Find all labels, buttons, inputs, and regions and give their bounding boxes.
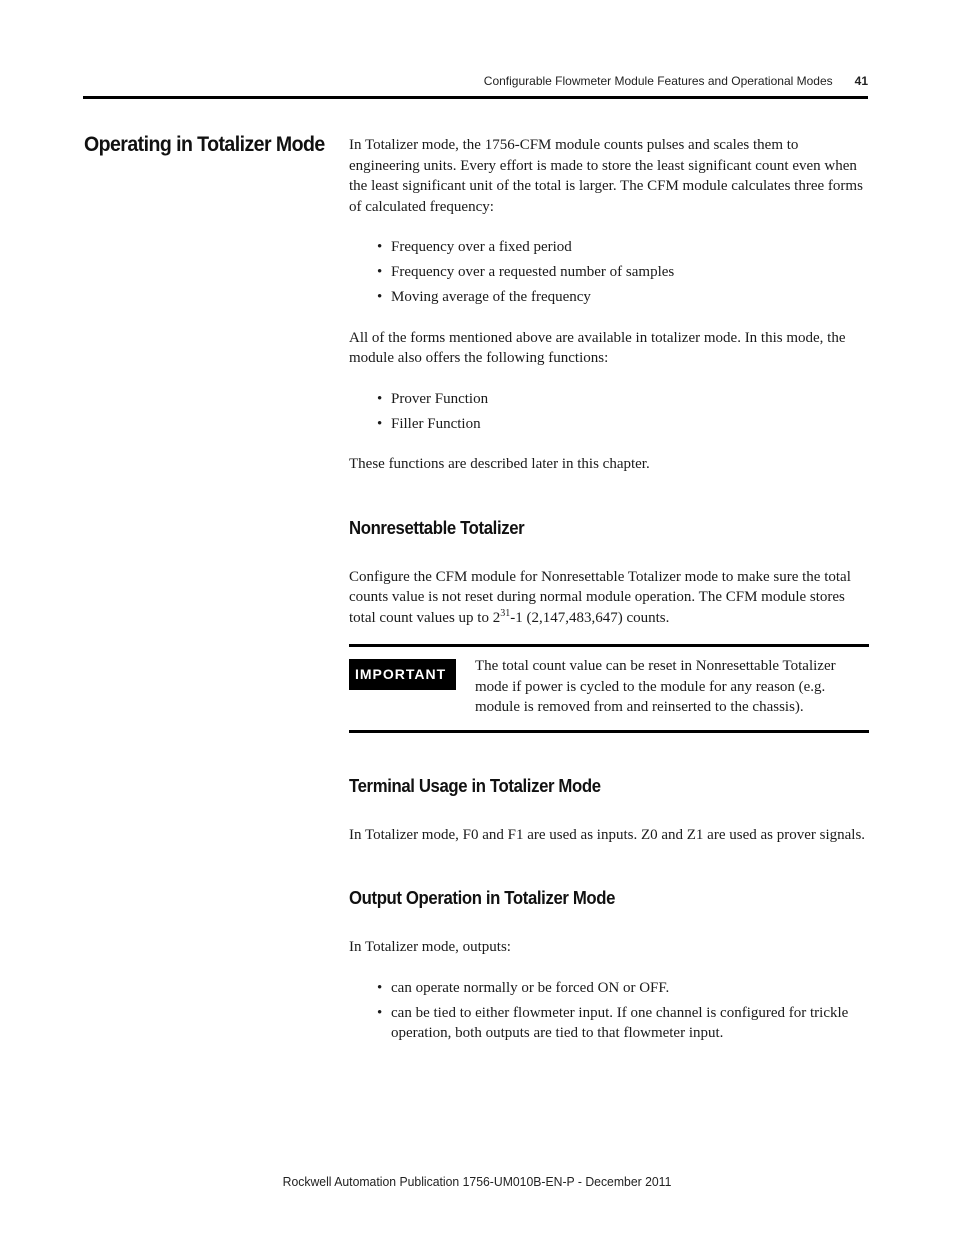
list-item: • Frequency over a fixed period: [377, 237, 869, 258]
heading-nonresettable-totalizer: Nonresettable Totalizer: [349, 517, 525, 538]
nonresettable-paragraph: [349, 567, 869, 629]
output-operation-intro: In Totalizer mode, outputs:: [349, 939, 511, 955]
list-item: • Moving average of the frequency: [377, 287, 869, 308]
list-item: • Frequency over a requested number of samples: [377, 262, 869, 283]
functions-note-paragraph: These functions are described later in this chapter.: [349, 456, 650, 472]
heading-output-operation: Output Operation in Totalizer Mode: [349, 888, 616, 908]
nonresettable-text-after: -1 (2,147,483,647) counts.: [510, 609, 670, 626]
header-rule: [83, 96, 868, 99]
output-operation-list: [349, 978, 869, 1044]
functions-list: [349, 389, 869, 435]
body-column: [349, 135, 869, 1064]
section-title: Operating in Totalizer Mode: [84, 133, 325, 156]
list-item: • Filler Function: [377, 414, 869, 435]
running-header: [84, 74, 868, 88]
list-item: • can be tied to either flowmeter input. If one channel is configured for trickle operation, both outputs are tied to that flowmeter input.: [377, 1003, 869, 1044]
important-text: The total count value can be reset in Nonresettable Totalizer mode if power is cycled to the module for any reason (e.g. module is removed from and reinserted to the chassis).: [475, 658, 836, 715]
important-label: IMPORTANT: [349, 659, 456, 690]
frequency-forms-list: [349, 237, 869, 308]
heading-terminal-usage: Terminal Usage in Totalizer Mode: [349, 775, 601, 796]
important-notice: [349, 644, 869, 733]
terminal-usage-paragraph: In Totalizer mode, F0 and F1 are used as inputs. Z0 and Z1 are used as prover signals.: [349, 826, 866, 843]
list-item: • can operate normally or be forced ON or OFF.: [377, 978, 869, 999]
intro-paragraph: In Totalizer mode, the 1756-CFM module counts pulses and scales them to engineering units. Every effort is made to store the least significant count even when the least significant unit of the total is larger. The CFM module calculates three forms of calculated frequency:: [349, 137, 863, 215]
page-number: 41: [854, 74, 868, 88]
running-title: Configurable Flowmeter Module Features and Operational Modes: [483, 74, 833, 88]
list-item: • Prover Function: [377, 389, 869, 410]
footer-publication: Rockwell Automation Publication 1756-UM010B-EN-P - December 2011: [282, 1174, 672, 1189]
forms-note-paragraph: All of the forms mentioned above are available in totalizer mode. In this mode, the module also offers the following functions:: [349, 329, 846, 366]
exponent: 31: [500, 607, 511, 619]
nonresettable-text-before: Configure the CFM module for Nonresettable Totalizer mode to make sure the total counts value is not reset during normal module operation. The CFM module stores total count values up to 2: [349, 568, 851, 626]
